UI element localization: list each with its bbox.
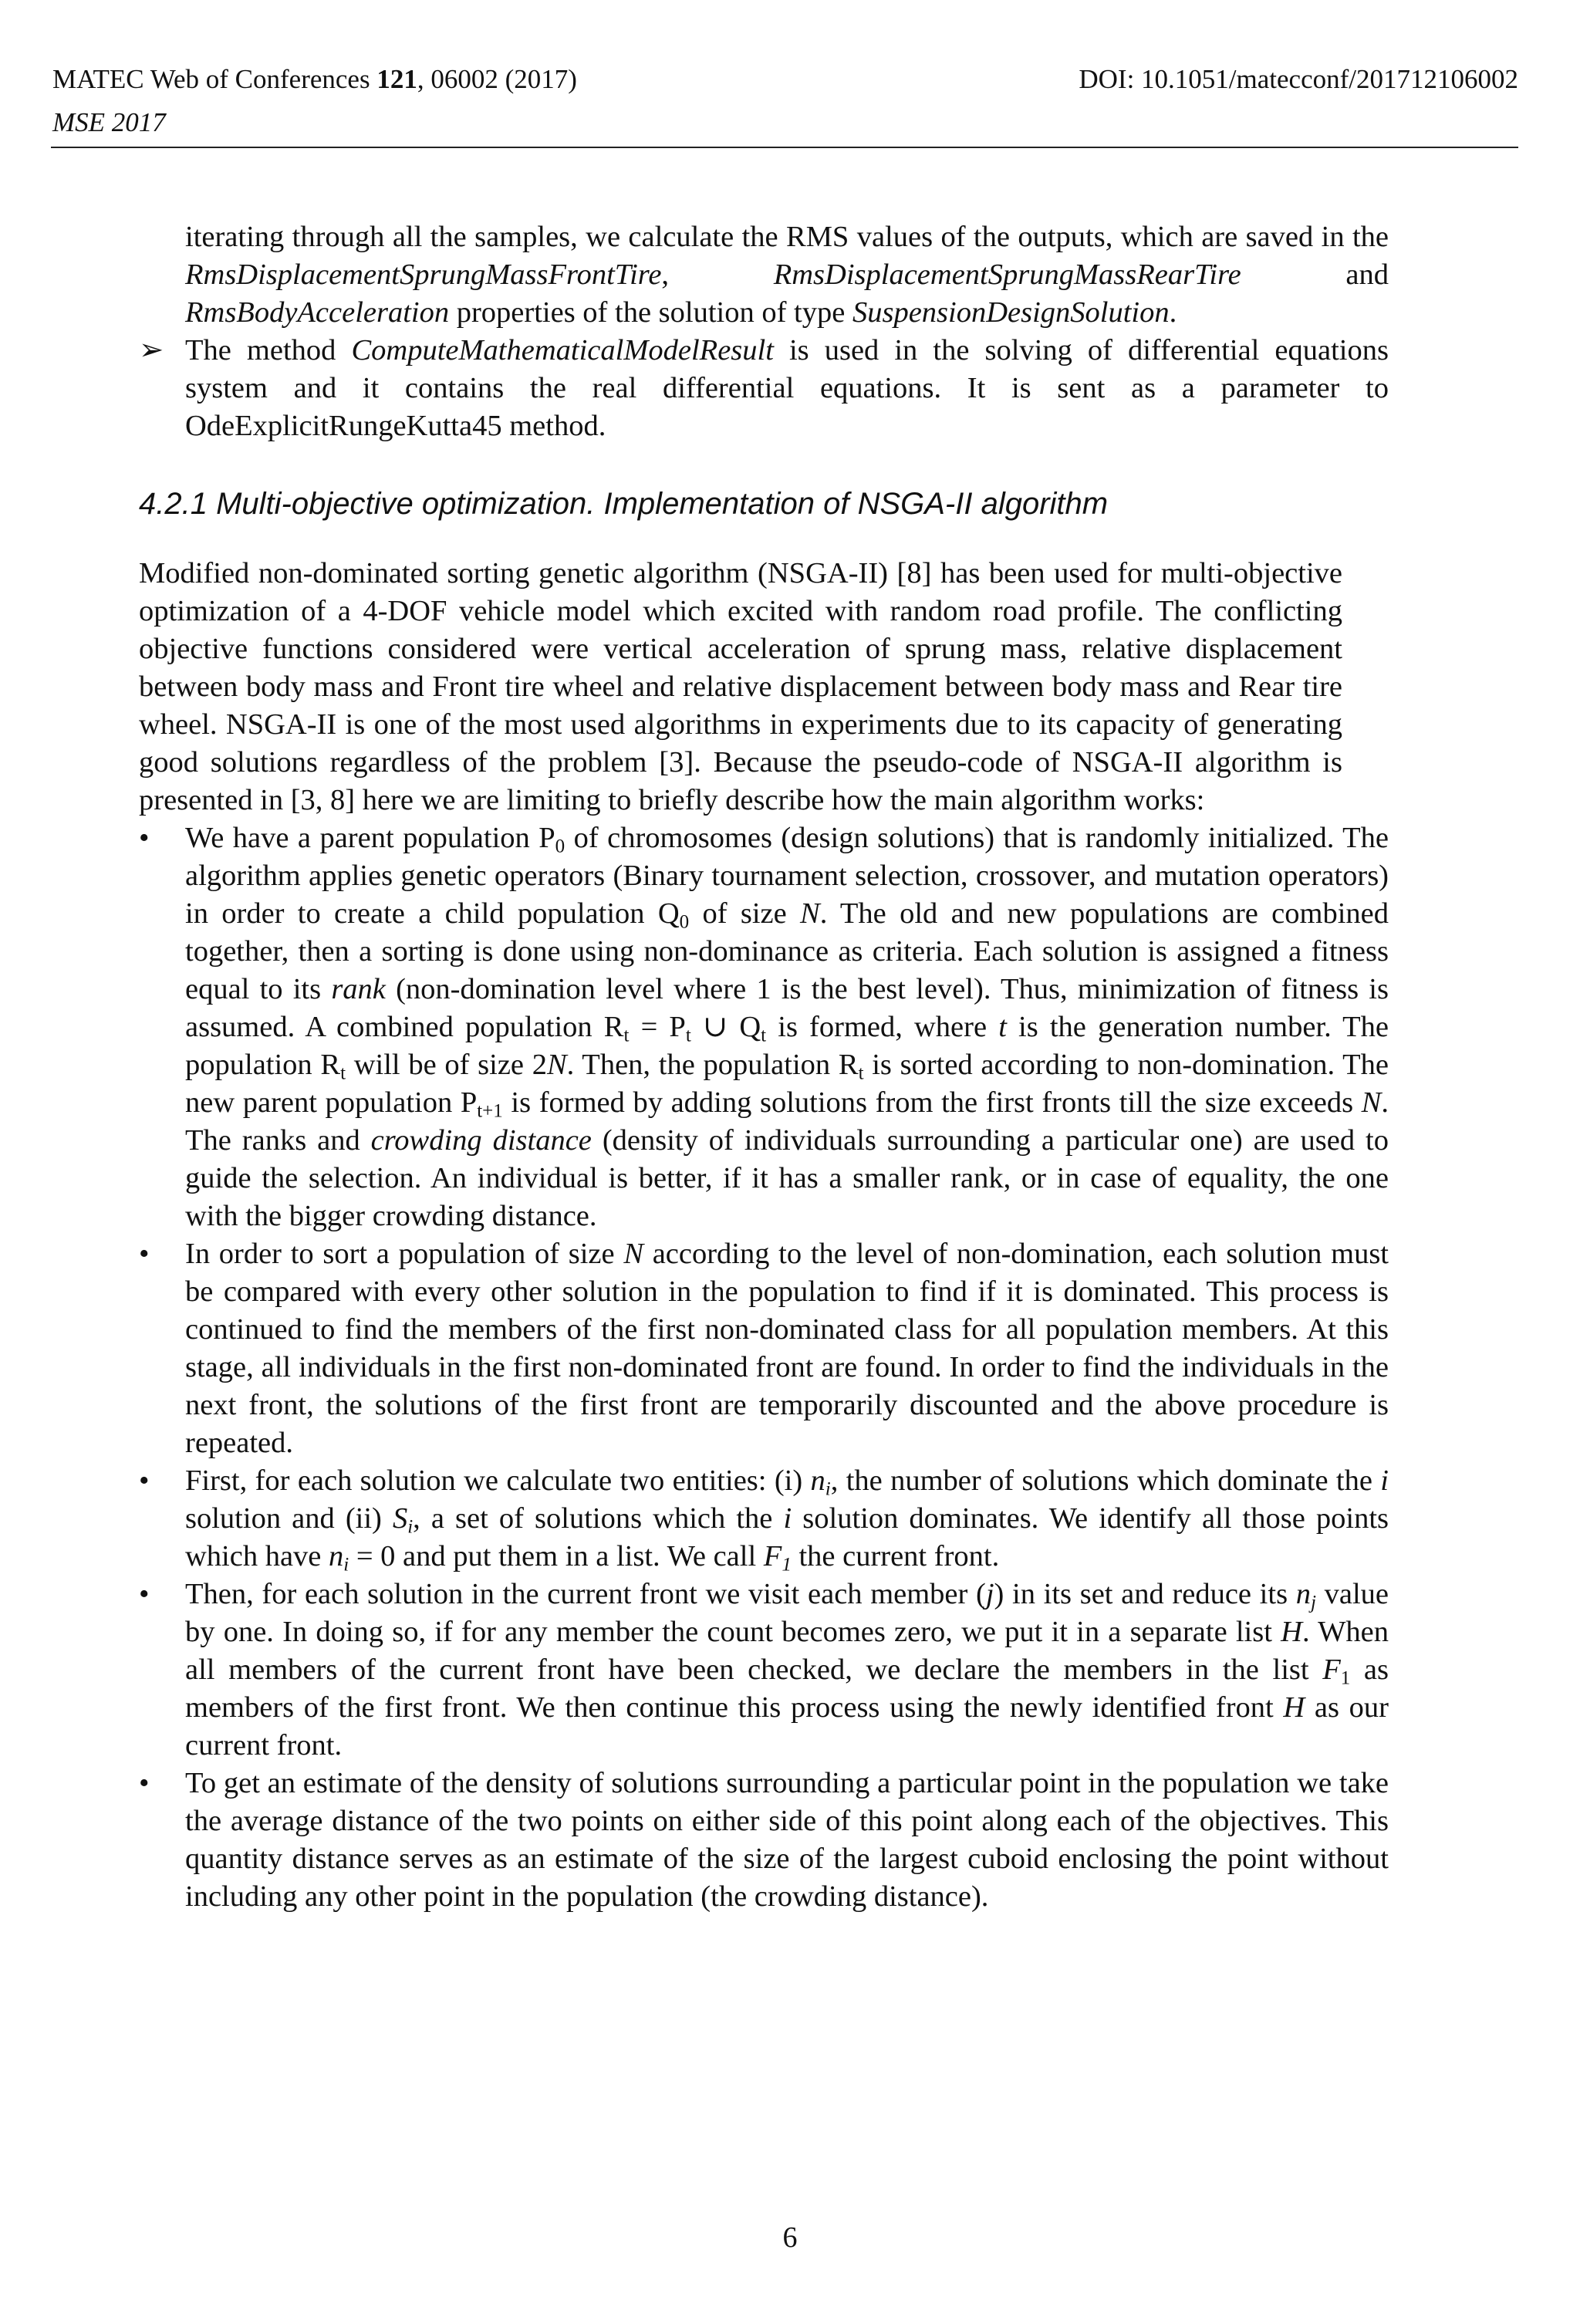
section-paragraph: Modified non-dominated sorting genetic algorithm (NSGA-II) [8] has been used for multi-objective optimization of a 4-DOF vehicle model which excited with random road profile. The conflicting objective functions considered were vertical acceleration of sprung mass, relative displacement between body mass and Front tire wheel and relative displacement between body mass and Rear tire wheel. NSGA-II is one of the most used algorithms in experiments due to its capacity of generating good solutions regardless of the problem [3]. Because the pseudo-code of NSGA-II algorithm is presented in [3, 8] here we are limiting to briefly describe how the main algorithm works:	[139, 557, 1342, 816]
list-item: • We have a parent population $P_0$ of chromosomes (design solutions) that is randomly initialized. The algorithm applies genetic operators (Binary tournament selection, crossover, and mutation operators) in order to create a child population $Q_0$ of size N. The old and new populations are combined together, then a sorting is done using non-dominance as criteria. Each solution is assigned a fitness equal to its rank (non-domination level where 1 is the best level). Thus, minimization of fitness is assumed. A combined population $R_t = P_t$ ∪ $Q_t$ is formed, where t is the generation number. The population $R_t$ will be of size 2N. Then, the population $R_t$ is sorted according to non-domination. The new parent population $P_{t+1}$ is formed by adding solutions from the first fronts till the size exceeds N. The ranks and crowding distance (density of individuals surrounding a particular one) are used to guide the selection. An individual is better, if it has a smaller rank, or in case of equality, the one with the bigger crowding distance.	[139, 819, 1389, 1235]
bullet-icon: •	[139, 1238, 150, 1270]
list-item: • First, for each solution we calculate two entities: (i) $n_i$, the number of solutions which dominate the i solution and (ii) $S_i$, a set of solutions which the i solution dominates. We identify all those points which have $n_i = 0$ and put them in a list. We call $F_1$ the current front.	[139, 1462, 1389, 1576]
intro-paragraph: iterating through all the samples, we calculate the RMS values of the outputs, which are saved in the RmsDisplacementSprungMassFrontTire, RmsDisplacementSprungMassRearTire and RmsBodyAcceleration properties of the solution of type SuspensionDesignSolution.	[185, 221, 1389, 329]
page-number: 6	[782, 2221, 798, 2254]
bullet-icon: •	[139, 822, 150, 854]
list-item: • To get an estimate of the density of solutions surrounding a particular point in the population we take the average distance of the two points on either side of this point along each of the objectives. This quantity distance serves as an estimate of the size of the largest cuboid enclosing the point without including any other point in the population (the crowding distance).	[139, 1765, 1389, 1916]
arrow-list-item: ➢ The method ComputeMathematicalModelResult is used in the solving of differential equations system and it contains the real differential equations. It is sent as a parameter to OdeExplicitRungeKutta45 method.	[139, 332, 1389, 445]
section-heading: 4.2.1 Multi-objective optimization. Implementation of NSGA-II algorithm	[139, 487, 1109, 521]
bullet-icon: •	[139, 1767, 150, 1799]
arrow-bullet-icon: ➢	[139, 334, 164, 367]
conference-name: MSE 2017	[52, 107, 166, 137]
body-text	[139, 218, 1389, 1916]
bullet-list	[139, 819, 1389, 1916]
bullet-icon: •	[139, 1578, 150, 1610]
doi: DOI: 10.1051/matecconf/201712106002	[1079, 64, 1518, 94]
volume-number: 121	[376, 64, 417, 94]
bullet-icon: •	[139, 1464, 150, 1497]
header-rule	[51, 147, 1518, 148]
list-item: • In order to sort a population of size N according to the level of non-domination, each solution must be compared with every other solution in the population to find if it is dominated. This process is continued to find the members of the first non-dominated class for all population members. At this stage, all individuals in the first non-dominated front are found. In order to find the individuals in the next front, the solutions of the first front are temporarily discounted and the above procedure is repeated.	[139, 1235, 1389, 1462]
list-item: • Then, for each solution in the current front we visit each member (j) in its set and reduce its $n_j$ value by one. In doing so, if for any member the count becomes zero, we put it in a separate list H. When all members of the current front have been checked, we declare the members in the list $F_1$ as members of the first front. We then continue this process using the newly identified front H as our current front.	[139, 1576, 1389, 1765]
journal-citation: MATEC Web of Conferences 121, 06002 (2017)	[52, 64, 577, 94]
